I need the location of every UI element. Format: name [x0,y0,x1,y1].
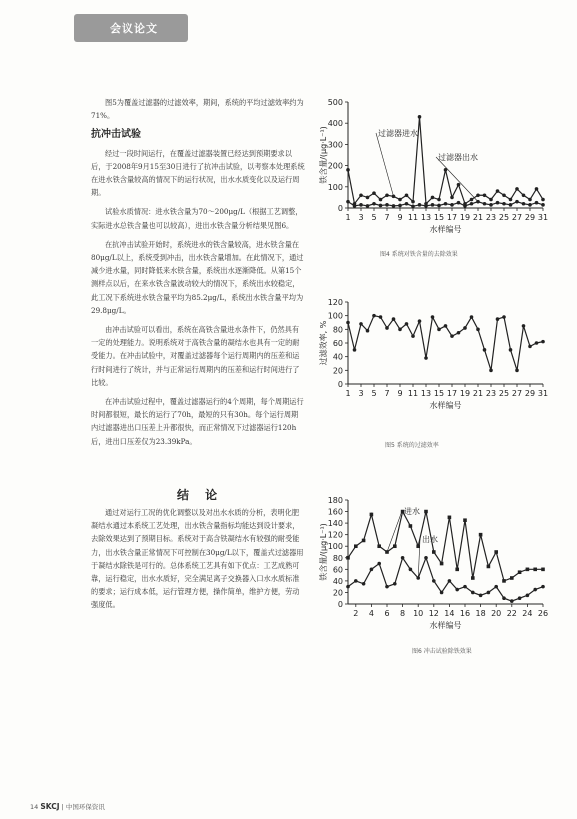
x-tick-label: 11 [407,389,419,398]
annotation-leader [376,133,394,196]
data-point [366,329,370,333]
y-tick-label: 180 [327,496,343,505]
data-point [359,203,363,207]
chart-fig6-svg [318,494,558,644]
section-tab [74,14,188,42]
data-point [372,202,376,206]
x-tick-label: 26 [537,609,549,618]
y-axis-label: 过滤效率, % [319,320,328,366]
x-tick-label: 2 [353,609,359,618]
chart-fig4 [318,96,558,236]
data-point [510,599,514,603]
data-point [437,328,441,332]
x-tick-label: 6 [384,609,390,618]
data-point [385,585,389,589]
data-point [366,196,370,200]
y-tick-label: 120 [327,530,343,540]
y-tick-label: 200 [327,161,343,171]
data-point [479,594,483,598]
data-point [528,345,532,349]
x-tick-label: 4 [368,609,374,618]
data-point [518,596,522,600]
series-annotation: 过滤器进水 [378,129,418,138]
x-tick-label: 21 [472,213,484,222]
data-point [489,369,493,373]
data-point [418,115,422,119]
y-tick-label: 300 [327,140,343,150]
data-point [398,198,402,202]
data-point [346,556,350,560]
x-axis-label: 水样编号 [429,225,462,234]
data-point [509,348,513,352]
data-point [432,579,436,583]
y-tick-label: 0 [337,600,343,609]
conclusion-paragraph: 通过对运行工况的优化调整以及对出水水质的分析，表明化肥凝结水通过本系统工艺处理，出水铁含量指标均能达到设计要求，去除效果达到了预期目标。系统对于高含铁凝结水有较强的耐受能力，出水铁含量正常情况下可控制在30μg/L以下，覆盖式过滤器用于凝结水除铁是可行的。总体系统工艺具有如下优点：工艺成熟可靠，运行稳定，出水水质好，完全满足离子交换器入口水水质标准的要求；运行成本低，运行管理方便，操作简单，维护方便，劳动强度低。 [91,508,304,610]
data-point [448,516,452,520]
data-point [515,369,519,373]
data-point [509,198,513,202]
y-tick-label: 100 [327,311,343,321]
y-tick-label: 160 [327,507,343,517]
x-axis-label: 水样编号 [429,621,462,630]
x-tick-label: 18 [475,609,486,618]
data-point [346,321,350,325]
x-tick-label: 1 [345,213,351,222]
data-point [483,202,487,206]
chart-fig4-svg [318,96,558,236]
data-point [515,200,519,204]
data-point [377,544,381,548]
data-point [418,319,422,323]
data-point [489,203,493,207]
data-point [502,315,506,319]
x-tick-label: 15 [433,389,445,398]
x-tick-label: 15 [433,213,445,222]
data-point [522,193,526,197]
data-point [535,201,539,205]
y-tick-label: 20 [332,366,343,376]
x-tick-label: 19 [459,389,471,398]
data-point [424,204,428,208]
x-tick-label: 17 [446,213,458,222]
data-point [528,203,532,207]
y-tick-label: 80 [332,325,343,335]
data-point [431,203,435,207]
chart-fig6 [318,494,558,644]
data-point [533,588,537,592]
data-point [359,322,363,326]
data-point [440,591,444,595]
data-point [450,334,454,338]
data-point [502,596,506,600]
data-point [463,204,467,208]
data-point [457,201,461,205]
data-point [398,204,402,208]
data-point [372,314,376,318]
x-tick-label: 3 [358,389,364,398]
conclusion-block [91,506,305,612]
data-point [502,193,506,197]
y-tick-label: 140 [327,519,343,529]
data-point [432,550,436,554]
y-tick-label: 100 [327,182,343,192]
page-footer: 14 SKCJ | 中国环保资讯 [30,802,105,811]
y-tick-label: 100 [327,542,343,552]
data-point [463,326,467,330]
x-tick-label: 7 [384,389,390,398]
data-point [450,196,454,200]
data-point [377,562,381,566]
page-number: 14 [30,803,39,811]
data-point [479,533,483,537]
x-tick-label: 29 [524,389,536,398]
data-point [502,579,506,583]
x-tick-label: 29 [524,213,536,222]
y-tick-label: 20 [332,588,343,598]
x-tick-label: 31 [537,389,549,398]
data-point [541,585,545,589]
x-tick-label: 13 [420,389,432,398]
data-point [457,183,461,187]
data-point [535,187,539,191]
data-point [362,539,366,543]
data-point [541,568,545,572]
journal-name: 中国环保资讯 [65,803,105,811]
data-point [437,198,441,202]
x-tick-label: 31 [537,213,549,222]
series-annotation: 进水 [404,507,420,516]
y-tick-label: 0 [337,204,343,213]
data-point [409,568,413,572]
data-point [353,348,357,352]
data-point [522,202,526,206]
y-tick-label: 120 [327,298,343,307]
y-tick-label: 60 [332,339,343,348]
x-tick-label: 8 [400,609,406,618]
data-point [366,204,370,208]
data-point [392,204,396,208]
data-point [541,198,545,202]
data-point [526,594,530,598]
paragraph-2: 试验水质情况：进水铁含量为70～200μg/L（根据工艺调整，实际进水总铁含量也可以较高），进出水铁含量分析结果见图6。 [91,207,303,230]
data-point [448,579,452,583]
data-point [353,204,357,208]
y-tick-label: 80 [332,553,343,563]
series-annotation: 过滤器出水 [438,153,478,162]
data-point [379,198,383,202]
x-tick-label: 20 [491,609,502,618]
data-point [393,544,397,548]
caption-fig6: 图6 冲击试验除铁效果 [412,648,472,655]
series-line [348,316,543,371]
paragraph-3: 在抗冲击试验开始时，系统进水的铁含量较高，进水铁含量在80μg/L以上，系统受到冲击，出水铁含量增加。在此情况下，通过减少进水量，同时降低来水铁含量，系统出水逐渐降低。从第15个测样点以后，在来水铁含量波动较大的情况下，系统出水较稳定，此工况下系统进水铁含量平均为85.2μg/L，系统出水铁含量平均为29.8μg/L。 [91,239,304,315]
left-column-top [91,96,305,454]
x-tick-label: 22 [506,609,517,618]
paragraph-1: 经过一段时间运行，在覆盖过滤器装置已经达到预期要求以后，于2008年9月15至30日进行了抗冲击试验，以考察本处理系统在进水铁含量较高的情况下的运行状况，出水水质变化以及运行周期。 [91,148,305,198]
data-point [489,198,493,202]
data-point [471,576,475,580]
x-tick-label: 16 [459,609,471,618]
data-point [487,565,491,569]
data-point [535,341,539,345]
data-point [346,200,350,204]
data-point [476,328,480,332]
data-point [470,202,474,206]
x-tick-label: 13 [420,213,432,222]
data-point [471,591,475,595]
x-tick-label: 17 [446,389,458,398]
x-tick-label: 9 [397,389,403,398]
data-point [518,570,522,574]
data-point [398,328,402,332]
y-tick-label: 60 [332,565,343,575]
y-tick-label: 500 [327,98,343,107]
data-point [431,315,435,319]
paragraph-4: 由冲击试验可以看出，系统在高铁含量进水条件下，仍然具有一定的处理能力。说明系统对于高铁含量的凝结水也具有一定的耐受能力。在冲击试验中，对覆盖过滤器每个运行周期内的压差和运行时间进行了统计，并与正常运行周期内的压差和运行时间进行了比较。 [91,325,300,387]
data-point [457,331,461,335]
data-point [470,315,474,319]
y-tick-label: 40 [332,352,343,362]
data-point [401,556,405,560]
data-point [359,193,363,197]
data-point [496,317,500,321]
data-point [424,356,428,360]
data-point [510,576,514,580]
data-point [424,510,428,514]
brand-logo: SKCJ [40,802,60,811]
data-point [405,193,409,197]
conclusion-title: 结 论 [177,488,224,502]
chart-fig5-svg [318,296,558,426]
x-axis-label: 水样编号 [429,401,462,410]
paragraph-5: 在冲击试验过程中，覆盖过滤器运行的4个周期，每个周期运行时间都很短，最长的运行了70h，最短的只有30h。每个运行周期内过滤器进出口压差上升都很快，而正常情况下过滤器运行120h后，进出口压差仅为23.39kPa。 [91,397,304,446]
data-point [483,348,487,352]
data-point [372,191,376,195]
x-tick-label: 23 [485,389,497,398]
x-tick-label: 5 [371,213,377,222]
x-tick-label: 1 [345,389,351,398]
data-point [496,201,500,205]
data-point [385,326,389,330]
data-point [405,202,409,206]
x-tick-label: 7 [384,213,390,222]
data-point [494,550,498,554]
section-label: 会议论文 [110,22,158,35]
data-point [411,205,415,209]
data-point [541,203,545,207]
x-tick-label: 9 [397,213,403,222]
data-point [411,334,415,338]
data-point [470,198,474,202]
x-tick-label: 14 [444,609,455,618]
data-point [528,198,532,202]
data-point [476,193,480,197]
series-line [348,512,543,581]
data-point [509,203,513,207]
data-point [487,591,491,595]
data-point [405,322,409,326]
data-point [455,588,459,592]
y-tick-label: 0 [337,380,343,389]
data-point [385,193,389,197]
data-point [354,544,358,548]
data-point [411,200,415,204]
data-point [431,196,435,200]
data-point [392,317,396,321]
data-point [370,568,374,572]
y-tick-label: 400 [327,119,343,129]
data-point [522,324,526,328]
data-point [385,203,389,207]
data-point [515,187,519,191]
data-point [444,202,448,206]
y-tick-label: 40 [332,576,343,586]
x-tick-label: 10 [413,609,424,618]
data-point [346,168,350,172]
data-point [409,524,413,528]
data-point [424,556,428,560]
data-point [362,582,366,586]
data-point [393,582,397,586]
x-tick-label: 19 [459,213,471,222]
data-point [437,204,441,208]
x-tick-label: 21 [472,389,484,398]
data-point [526,568,530,572]
x-tick-label: 24 [522,609,533,618]
x-tick-label: 23 [485,213,497,222]
data-point [463,585,467,589]
x-tick-label: 11 [407,213,419,222]
data-point [502,202,506,206]
data-point [463,518,467,522]
data-point [533,568,537,572]
x-tick-label: 3 [358,213,364,222]
x-tick-label: 5 [371,389,377,398]
intro-paragraph: 图5为覆盖过滤器的过滤效率，期间，系统的平均过滤效率约为71%。 [91,98,304,121]
data-point [379,204,383,208]
series-annotation: 出水 [422,535,438,544]
data-point [346,585,350,589]
data-point [379,315,383,319]
data-point [450,203,454,207]
data-point [496,189,500,193]
data-point [541,340,545,344]
data-point [483,193,487,197]
data-point [440,562,444,566]
data-point [370,513,374,517]
x-tick-label: 27 [511,389,523,398]
x-tick-label: 12 [428,609,439,618]
data-point [354,579,358,583]
annotation-leader [436,157,478,202]
caption-fig4: 图4 系统对铁含量的去除效果 [380,251,458,258]
chart-fig5 [318,296,558,426]
section-heading: 抗冲击试验 [91,129,141,141]
data-point [418,203,422,207]
y-axis-label: 铁含量/(μg·L⁻¹) [319,126,328,184]
series-line [348,558,543,601]
x-tick-label: 25 [498,213,510,222]
x-tick-label: 27 [511,213,523,222]
y-axis-label: 铁含量/(μg·L⁻¹) [319,523,328,581]
x-tick-label: 25 [498,389,510,398]
caption-fig5: 图5 系统的过滤效率 [385,442,439,449]
data-point [494,585,498,589]
data-point [455,568,459,572]
data-point [444,324,448,328]
